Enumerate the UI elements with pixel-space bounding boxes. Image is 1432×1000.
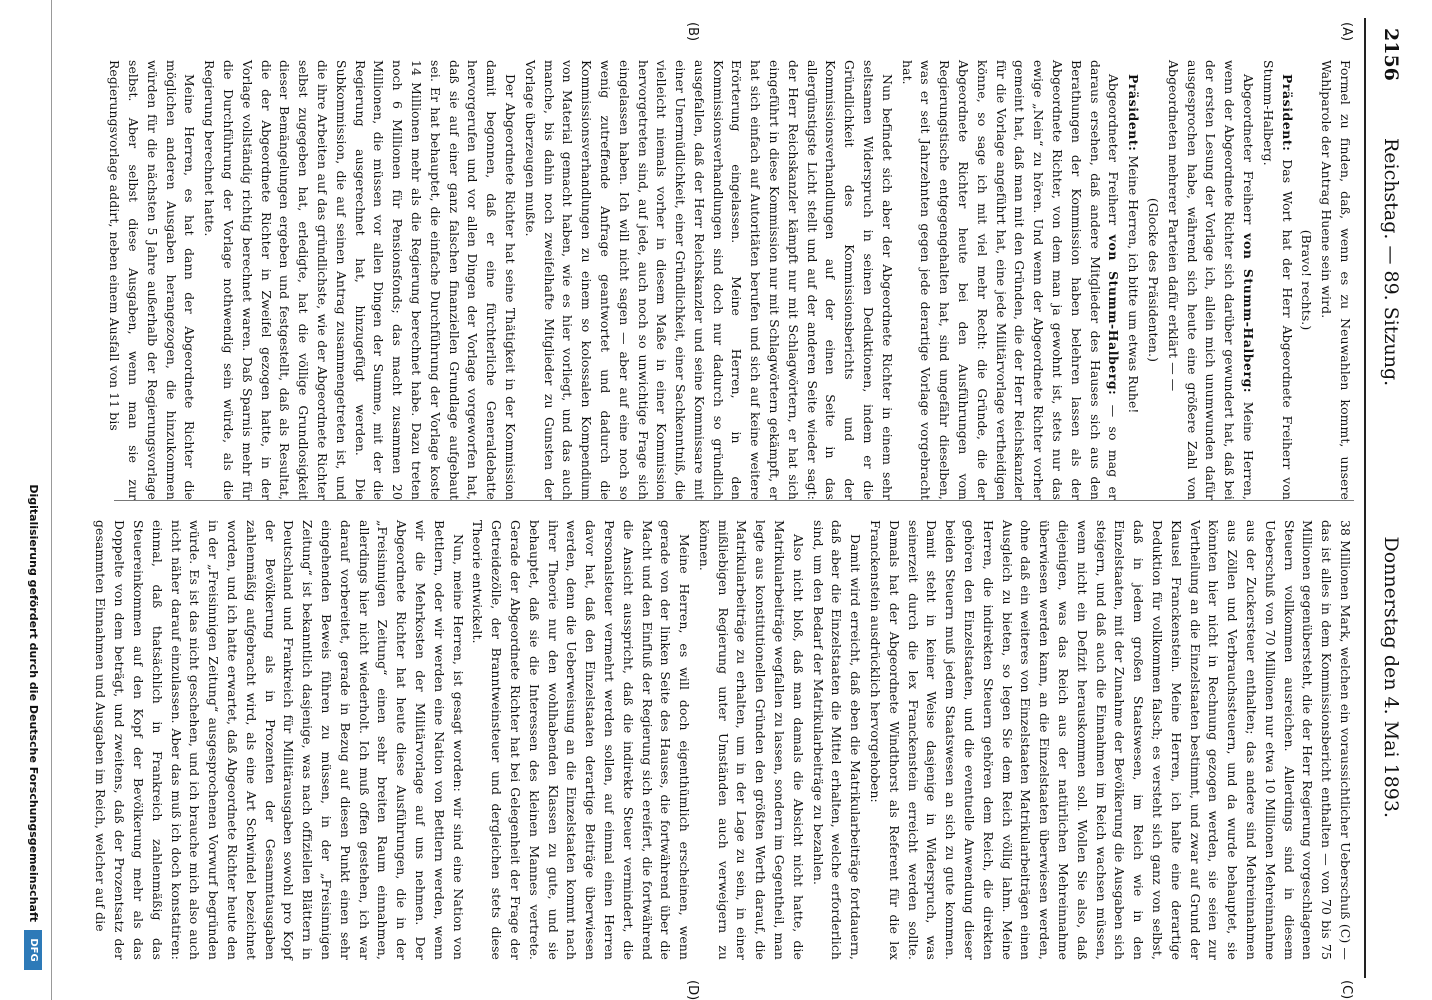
speaker-intro: Abgeordneter Freiherr — [1241, 74, 1257, 225]
header-right-title: Donnerstag den 4. Mai 1893. — [1380, 536, 1402, 818]
paragraph: Formel zu finden, daß, wenn es zu Neuwahlen kommt, unsere Wahlparole der Antrag Huene sein wird. — [1319, 60, 1353, 500]
speech-text: Meine Herren, ich bitte um etwas Ruhe! — [1126, 155, 1142, 414]
paragraph: Also nicht bloß, daß man damals die Absicht nicht hatte, die Matrikularbeiträge wegfallen zu lassen, sondern im Gegentheil, man legte aus konstitutionellen Gründen den größten Werth darauf, die Matrikularbeiträge zu erhalten, um in der Lage zu sein, in einer mißliebigen Regierung unter Umständen auch verweigern zu können. — [696, 520, 806, 960]
stage-direction: (Bravo! rechts.) — [1299, 229, 1315, 331]
speaker-name: von Stumm-Halberg: — [1106, 234, 1122, 396]
speech-text: — so mag er daraus ersehen, daß andere Mitglieder des Hauses sich aus den Berathungen der Kommission haben belehren lassen als der Abgeordnete Richter, von dem man ja gewohnt ist, stets nur das ewige „Nein“ zu hören. Und wenn der Abgeordnete Richter vorher gemeint hat, daß man mit den Gründen, die der Herr Reichskanzler für die Vorlage angeführt hat, eine jede Militärvorlage vertheidigen könne, so sage ich mit viel mehr Recht: die Gründe, die der Abgeordnete Richter heute bei den Ausführungen vom Regierungstische entgegengehalten hat, sind ungefähr dieselben, was er seit Jahrzehnten gegen jede derartige Vorlage vorgebracht hat. — [899, 60, 1122, 501]
paragraph: 38 Millionen Mark, welchen ein voraussichtlicher Ueberschuß (C) — das ist alles in dem Kommissionsbericht enthalten — von 70 bis 75 Millionen gegenübersteht, die der Herr Regierung vorgeschlagenen Steuern vollkommen ausreichen. Allerdings sind in diesem Ueberschuß von 70 Millionen nur etwa 10 Millionen Mehreinnahme aus der Zuckersteuer enthalten; das andere sind Mehreinnahmen aus Zöllen und Verbrauchssteuern, und da wurde behauptet, sie könnten hier nicht in Rechnung gezogen werden, sie seien zur Vertheilung an die Einzelstaaten bestimmt, und zwar auf Grund der Klausel Franckenstein. Meine Herren, ich halte eine derartige Deduktion für vollkommen falsch; es versteht sich ganz von selbst, daß in jedem großen Staatswesen, im Reich wie in den Einzelstaaten, mit der Zunahme der Bevölkerung die Ausgaben sich steigern, und daß auch die Einnahmen im Reich wachsen müssen, wenn nicht ein Defizit herauskommen soll. Wollen Sie also, daß diejenigen, was das Reich aus der natürlichen Mehreinnahme überwiesen werden kann, an die Einzelstaaten überwiesen werden, ohne daß ein weiteres von Einzelstaaten Matrikularbeiträgen einen Ausgleich zu bieten, so legen Sie dem Reich völlig lahm. Meine Herren, die indirekten Steuern gehören dem Reich, die direkten gehören den Einzelstaaten, und die eventuelle Anwendung dieser beiden Steuern muß jedem Staatswesen an sich zu gute kommen. Damit steht in keiner Weise dasjenige in Widerspruch, was seinerzeit durch die lex Franckenstein erreicht werden sollte. Damals hat der Abgeordnete Windthorst als Referent für die lex Franckenstein ausdrücklich hervorgehoben: — [868, 520, 1353, 960]
speaker-name: Präsident: — [1279, 74, 1295, 152]
speaker-name: Präsident: — [1126, 74, 1142, 152]
header-left-title: Reichstag. — 89. Sitzung. — [1380, 138, 1402, 387]
right-column — [93, 520, 1354, 960]
section-marker-b: (B) — [685, 22, 700, 42]
paragraph: Meine Herren, es hat dann der Abgeordnete Richter die möglichen anderen Ausgaben herangezogen, die hinzukommen würden für die nächsten 5 Jahre außerhalb der Regierungsvorlage selbst. Aber selbst diese Ausgaben, wenn man sie zur Regierungsvorlage addirt, neben einem Ausfall von 11 bis — [107, 60, 198, 500]
speech-text: Das Wort hat der Herr Abgeordnete Freiherr von Stumm-Halberg. — [1260, 60, 1295, 500]
speaker-intro: Abgeordneter Freiherr — [1106, 74, 1122, 226]
section-marker-d: (D) — [685, 980, 700, 1000]
speaker-paragraph — [1163, 60, 1257, 500]
paragraph: Meine Herren, es will doch eigenthümlich erscheinen, wenn gerade von der linken Seite des Hauses, die fortwährend über die Macht und den Einfluß der Regierung sich ereifert, die fortwährend die Ansicht ausspricht, daß die indirekte Steuer vermindert, die Personalsteuer vermehrt werden sollen, auf einmal einen Herren davor hat, daß den Einzelstaaten derartige Beiträge überwiesen werden, denn die Ueberweisung an die Einzelstaaten kommt nach ihrer Theorie nur den wohlhabenden Klassen zu gute, und sie behauptet, daß sie die Interessen des kleinen Mannes vertrete. Gerade der Abgeordnete Richter hat bei Gelegenheit der Frage der Getreidezölle, der Branntweinsteuer und dergleichen stets diese Theorie entwickelt. — [470, 520, 693, 960]
stage-direction: (Glocke des Präsidenten.) — [1146, 197, 1162, 363]
funding-credit: Digitalisierung gefördert durch die Deutsche Forschungsgemeinschaft — [27, 484, 40, 922]
page-header — [1362, 18, 1410, 978]
section-marker-a: (A) — [1339, 22, 1354, 42]
footer-rule — [51, 0, 52, 1000]
column-divider — [114, 500, 1354, 501]
header-rule — [1364, 18, 1366, 978]
dfg-logo: DFG — [24, 930, 42, 970]
speech-text: Meine Herren, wenn der Abgeordnete Richter sich darüber gewundert hat, daß bei der ersten Lesung der Vorlage ich, allein mich unumwunden dafür ausgesprochen habe, während sich heute eine größere Zahl von Abgeordneten mehrerer Parteien dafür erklärt — — — [1165, 60, 1257, 500]
paragraph: Nun, meine Herren, ist gesagt worden: wir sind eine Nation von Bettlern, oder wir werden eine Nation von Bettlern werden, wenn wir die Mehrkosten der Militärvorlage auf uns nehmen. Der Abgeordnete Richter hat heute diese Ausführungen, die in der „Freisinnigen Zeitung“ einen sehr breiten Raum einnahmen, allerdings hier nicht wiederholt. Ich muß offen gestehen, ich war darauf vorbereitet, gerade in Bezug auf diesen Punkt einen sehr eingehenden Beweis führen zu müssen, in der „Freisinnigen Zeitung“ ist bekanntlich dasjenige, was nach offiziellen Blättern in Deutschland und Frankreich für Militärausgaben sowohl pro Kopf der Bevölkerung als in Prozenten der Gesammtausgaben zahlenmäßig aufgebracht wird, als eine Art Schwindel bezeichnet worden, und ich hatte erwartet, daß Abgeordnete Richter heute den in der „Freisinnigen Zeitung“ ausgesprochenen Vorwurf begründen würde. Es ist das nicht geschehen, und ich brauche mich also auch nicht näher darauf einzulassen. Aber das muß ich doch konstatiren: einmal, daß thatsächlich in Frankreich zahlenmäßig das Steuereinkommen auf den Kopf der Bevölkerung mehr als das Doppelte von dem beträgt, und zweitens, daß der Prozentsatz der gesammten Einnahmen und Ausgaben im Reich, welcher auf die — [93, 520, 466, 960]
speaker-paragraph — [1258, 60, 1296, 500]
section-marker-c: (C) — [1339, 980, 1354, 1000]
paragraph: Nun befindet sich aber der Abgeordnete Richter in einem sehr seltsamen Widerspruch in seinen Deduktionen, indem er die Gründlichkeit des Kommissionsberichts und der Kommissionsverhandlungen auf der einen Seite in das allergünstigste Licht stellt und auf der anderen Seite wieder sagt: der Herr Reichskanzler kämpft nur mit Schlagwörtern, er hat sich eingeführt in diese Kommission nur mit Schlagwörtern gekämpft, er hat sich einfach auf Autoritäten berufen und sich auf keine weitere Erörterung eingelassen. Meine Herren, in den Kommissionsverhandlungen sind doch nur dadurch so gründlich ausgefallen, daß der Herr Reichskanzler und seine Kommissare mit einer Unermüdlichkeit, einer Gründlichkeit, einer Sachkenntniß, die vielleicht niemals vorher in diesem Maße in einer Kommission hervorgetreten sind, auf jede, auch noch so unwichtige Frage sich eingelassen haben. Ich will nicht sagen — aber auf eine noch so wenig zutreffende Anfrage geantwortet und dadurch die Kommissionsverhandlungen zu einem so kolossalen Kompendium von Material gemacht haben, wie es hier vorliegt, und das auch manche, bis dahin noch zweifelhafte Mitglieder zu Gunsten der Vorlage überzeugen mußte. — [522, 60, 895, 500]
left-column — [107, 60, 1354, 501]
speaker-paragraph — [897, 60, 1123, 500]
quoted-paragraph: Damit wird erreicht, daß eben die Matrikularbeiträge fortdauern, daß aber die Einzelstaaten die Mittel erhalten, welche erforderlich sind, um den Bedarf der Matrikularbeiträge zu bezahlen. — [810, 520, 864, 960]
page-number: 2156 — [1380, 28, 1402, 81]
speaker-name: von Stumm-Halberg: — [1241, 233, 1257, 394]
paragraph: Der Abgeordnete Richter hat seine Thätigkeit in der Kommission damit begonnen, daß er eine fürchterliche Generaldebatte hervorgerufen und vor allen Dingen der Vorlage vorgeworfen hat, daß sie auf einer ganz falschen finanziellen Grundlage aufgebaut sei. Er hat behauptet, die einfache Durchführung der Vorlage koste 14 Millionen mehr als die Regierung berechnet habe. Dazu treten noch 6 Millionen für Pensionsfonds; das macht zusammen 20 Millionen, die müssen vor allen Dingen der Summe, mit der die Regierung ausgerechnet hat, hinzugefügt werden. Die Subkommission, die auf seinen Antrag zusammengetreten ist, und die ihre Arbeiten auf das gründlichste, wie der Abgeordnete Richter selbst zugegeben hat, erledigte, hat die völlige Grundlosigkeit dieser Bemängelungen ergeben und festgestellt, daß als Resultat, die der Abgeordnete Richter in Zweifel gezogen hatte, in der Vorlage vollständig richtig berechnet waren. Daß Sparnis mehr für die Durchführung der Vorlage nothwendig sein würde, als die Regierung berechnet hatte. — [202, 60, 518, 500]
speaker-paragraph — [1123, 60, 1142, 500]
digitization-footer — [12, 0, 52, 1000]
